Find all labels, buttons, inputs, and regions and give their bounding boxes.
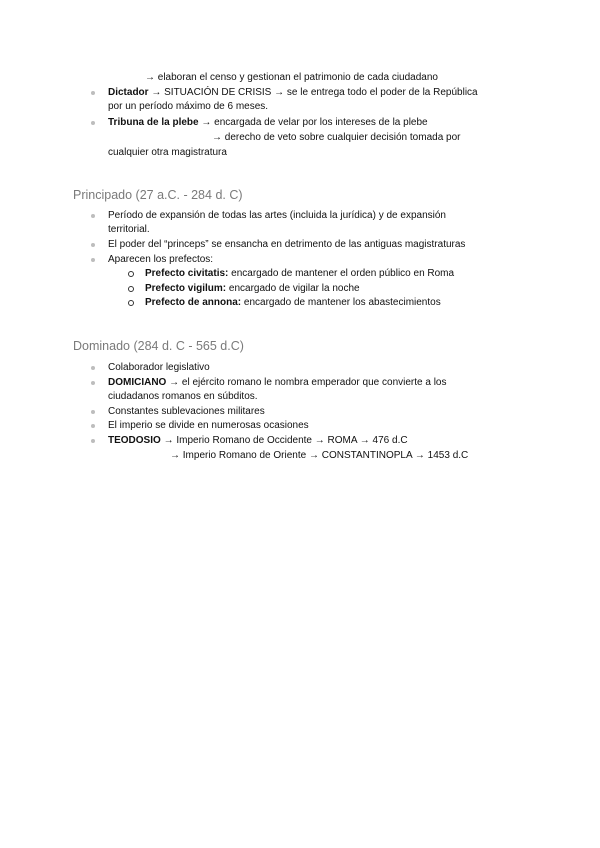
- dominado-item-4: El imperio se divide en numerosas ocasiones: [108, 420, 309, 431]
- bullet-icon: [91, 91, 95, 95]
- principado-heading: Principado (27 a.C. - 284 d. C): [73, 188, 243, 202]
- bullet-icon: [91, 366, 95, 370]
- bullet-icon: [91, 258, 95, 262]
- teodosio-line-1: [108, 434, 408, 448]
- principado-item-2: El poder del “princeps” se ensancha en detrimento de las antiguas magistraturas: [108, 239, 466, 250]
- principado-item-1-line-1: Período de expansión de todas las artes (incluida la jurídica) y de expansión: [108, 210, 446, 221]
- bullet-icon: [91, 424, 95, 428]
- prefecto-civitatis: [145, 267, 454, 281]
- principado-item-3: Aparecen los prefectos:: [108, 254, 214, 265]
- domiciano-text-1: → el ejército romano le nombra emperador que convierte a los: [166, 377, 447, 388]
- prefecto-annona: [145, 296, 441, 310]
- teodosio-text-1: → Imperio Romano de Occidente → ROMA → 476 d.C: [160, 435, 408, 446]
- bullet-icon: [91, 214, 95, 218]
- tribuna-text-1: → encargada de velar por los intereses de la plebe: [198, 117, 428, 128]
- tribuna-line-2: → derecho de veto sobre cualquier decisión tomada por: [212, 132, 461, 143]
- prefecto-civitatis-text: encargado de mantener el orden público en Roma: [228, 268, 455, 279]
- dominado-item-1: Colaborador legislativo: [108, 362, 210, 373]
- bullet-icon: [91, 381, 95, 385]
- tribuna-line-1: [108, 116, 428, 130]
- dictador-line-1: [108, 86, 478, 100]
- dominado-heading: Dominado (284 d. C - 565 d.C): [73, 339, 244, 353]
- hollow-bullet-icon: [128, 300, 134, 306]
- dictador-line-2: por un período máximo de 6 meses.: [108, 101, 269, 112]
- prefecto-vigilum: [145, 282, 360, 296]
- bullet-icon: [91, 410, 95, 414]
- prefecto-civitatis-term: Prefecto civitatis:: [145, 268, 229, 279]
- dominado-item-3: Constantes sublevaciones militares: [108, 406, 265, 417]
- domiciano-line-1: [108, 376, 447, 390]
- hollow-bullet-icon: [128, 271, 134, 277]
- bullet-icon: [91, 243, 95, 247]
- teodosio-line-2: → Imperio Romano de Oriente → CONSTANTINOPLA → 1453 d.C: [170, 450, 469, 461]
- prefecto-vigilum-term: Prefecto vigilum:: [145, 283, 227, 294]
- censo-line: → elaboran el censo y gestionan el patrimonio de cada ciudadano: [145, 72, 438, 83]
- domiciano-term: DOMICIANO: [108, 377, 167, 388]
- teodosio-term: TEODOSIO: [108, 435, 161, 446]
- tribuna-line-3: cualquier otra magistratura: [108, 147, 227, 158]
- bullet-icon: [91, 439, 95, 443]
- prefecto-vigilum-text: encargado de vigilar la noche: [226, 283, 360, 294]
- dictador-text-1: → SITUACIÓN DE CRISIS → se le entrega todo el poder de la República: [148, 87, 478, 98]
- bullet-icon: [91, 121, 95, 125]
- principado-item-1-line-2: territorial.: [108, 224, 150, 235]
- hollow-bullet-icon: [128, 286, 134, 292]
- domiciano-line-2: ciudadanos romanos en súbditos.: [108, 391, 258, 402]
- prefecto-annona-text: encargado de mantener los abastecimientos: [241, 297, 441, 308]
- prefecto-annona-term: Prefecto de annona:: [145, 297, 242, 308]
- tribuna-term: Tribuna de la plebe: [108, 117, 199, 128]
- dictador-term: Dictador: [108, 87, 149, 98]
